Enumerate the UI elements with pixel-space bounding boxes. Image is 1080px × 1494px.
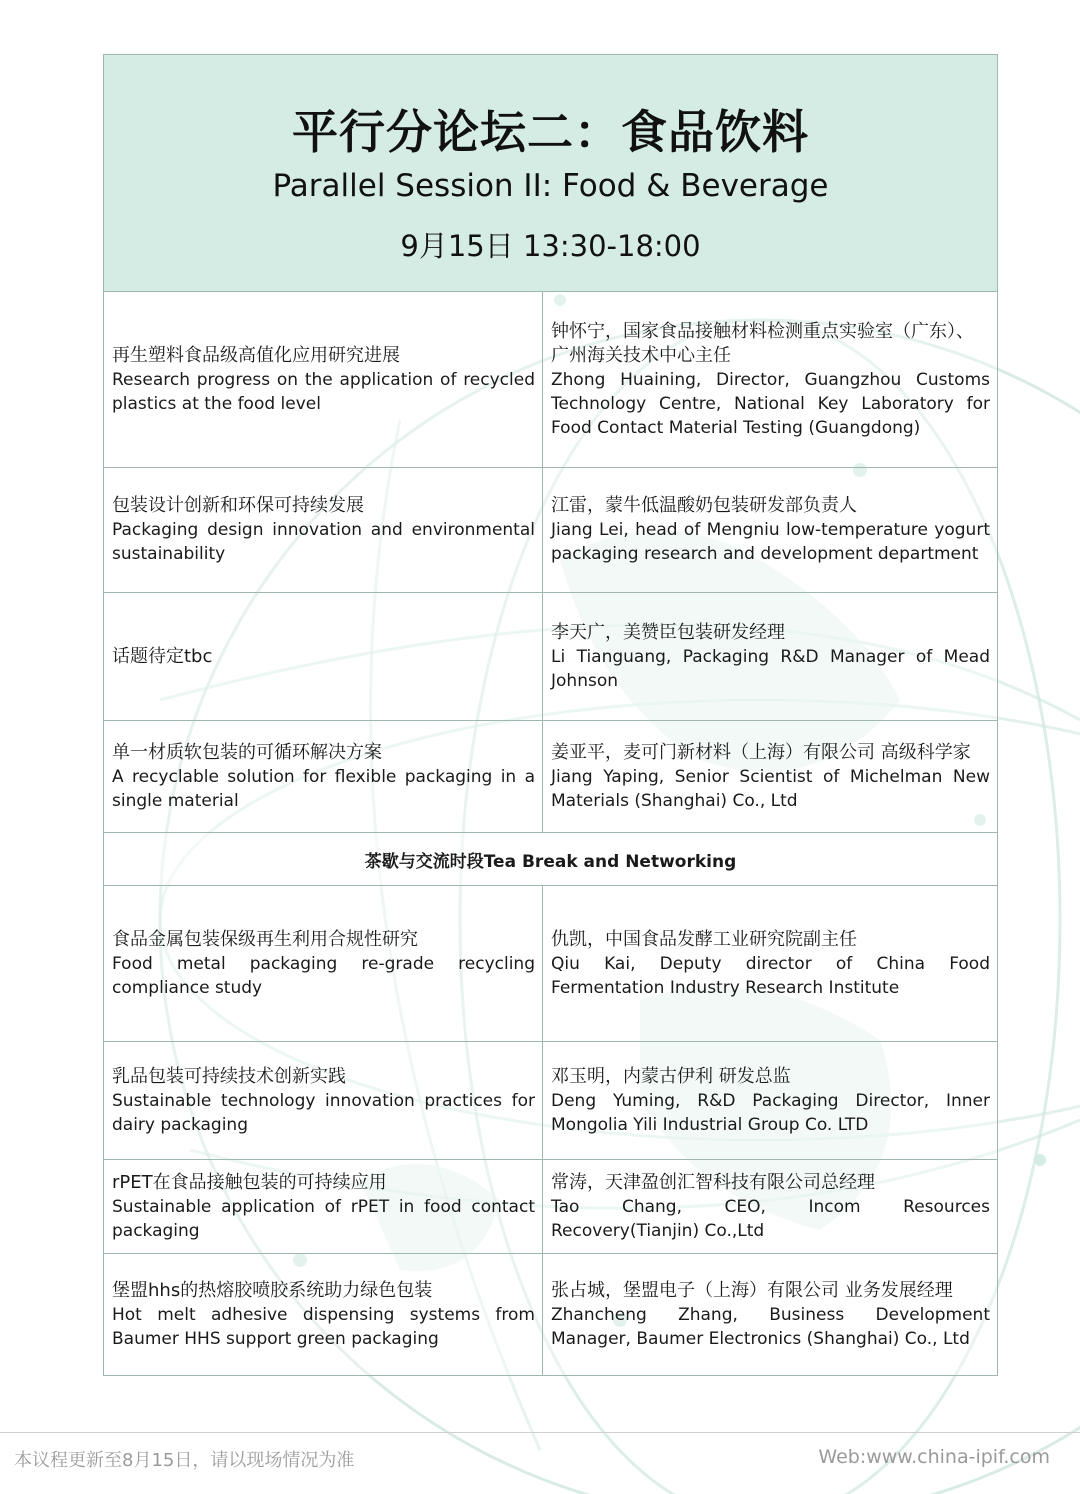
speaker-cell (543, 1042, 998, 1160)
speaker-cell (543, 468, 998, 593)
speaker-en: Tao Chang, CEO, Incom Resources Recovery(Tianjin) Co.,Ltd (551, 1196, 990, 1241)
title-en: Parallel Session II: Food & Beverage (272, 167, 829, 204)
footer-website: Web:www.china-ipif.com (818, 1446, 1050, 1468)
topic-cn: 单一材质软包装的可循环解决方案 (112, 741, 382, 763)
speaker-en: Jiang Yaping, Senior Scientist of Michelman New Materials (Shanghai) Co., Ltd (551, 766, 990, 811)
topic-cn: 堡盟hhs的热熔胶喷胶系统助力绿色包装 (112, 1279, 433, 1301)
speaker-cn: 仇凯，中国食品发酵工业研究院副主任 (551, 928, 857, 950)
speaker-en: Li Tianguang, Packaging R&D Manager of Mead Johnson (551, 646, 990, 691)
topic-en: Food metal packaging re-grade recycling compliance study (112, 953, 535, 998)
speaker-cn: 姜亚平，麦可门新材料（上海）有限公司 高级科学家 (551, 741, 971, 763)
break-row (104, 833, 998, 886)
speaker-en: Qiu Kai, Deputy director of China Food Fermentation Industry Research Institute (551, 953, 990, 998)
topic-cn: 话题待定tbc (112, 645, 213, 667)
topic-cn: rPET在食品接触包装的可持续应用 (112, 1171, 387, 1193)
speaker-cell (543, 593, 998, 721)
speaker-cn: 张占城，堡盟电子（上海）有限公司 业务发展经理 (551, 1279, 953, 1301)
topic-cell (104, 721, 543, 833)
topic-cell (104, 886, 543, 1042)
speaker-cell (543, 886, 998, 1042)
topic-cn: 再生塑料食品级高值化应用研究进展 (112, 344, 400, 366)
title-cn: 平行分论坛二：食品饮料 (292, 104, 809, 159)
topic-cell (104, 1042, 543, 1160)
speaker-cn: 钟怀宁，国家食品接触材料检测重点实验室（广东）、广州海关技术中心主任 (551, 320, 974, 366)
session-row (104, 292, 998, 468)
speaker-cell (543, 1254, 998, 1376)
topic-en: Packaging design innovation and environmental sustainability (112, 520, 535, 564)
topic-cn: 食品金属包装保级再生利用合规性研究 (112, 928, 418, 950)
speaker-cn: 常涛，天津盈创汇智科技有限公司总经理 (551, 1171, 875, 1193)
session-row (104, 886, 998, 1042)
header-cell (104, 55, 998, 292)
tea-break-label: 茶歇与交流时段Tea Break and Networking (104, 833, 998, 886)
topic-cell (104, 292, 543, 468)
topic-cell (104, 468, 543, 593)
footer-divider (0, 1432, 1080, 1433)
topic-cell (104, 1160, 543, 1254)
session-row (104, 1254, 998, 1376)
session-row (104, 468, 998, 593)
agenda-table (103, 54, 998, 1376)
speaker-cn: 江雷，蒙牛低温酸奶包装研发部负责人 (551, 495, 857, 516)
topic-en: Research progress on the application of recycled plastics at the food level (112, 369, 535, 414)
speaker-cn: 李天广，美赞臣包装研发经理 (551, 621, 785, 643)
session-row (104, 721, 998, 833)
topic-cell (104, 593, 543, 721)
footer-update-note: 本议程更新至8月15日，请以现场情况为准 (14, 1450, 355, 1471)
topic-en: Sustainable technology innovation practices for dairy packaging (112, 1090, 535, 1135)
speaker-en: Deng Yuming, R&D Packaging Director, Inner Mongolia Yili Industrial Group Co. LTD (551, 1090, 990, 1135)
speaker-cell (543, 292, 998, 468)
session-row (104, 593, 998, 721)
speaker-cell (543, 1160, 998, 1254)
topic-en: Sustainable application of rPET in food contact packaging (112, 1196, 535, 1241)
topic-cell (104, 1254, 543, 1376)
speaker-cn: 邓玉明，内蒙古伊利 研发总监 (551, 1065, 791, 1087)
speaker-en: Zhancheng Zhang, Business Development Manager, Baumer Electronics (Shanghai) Co., Ltd (551, 1304, 990, 1349)
speaker-cell (543, 721, 998, 833)
header-row (104, 55, 998, 292)
session-datetime: 9月15日 13:30-18:00 (400, 228, 701, 263)
topic-cn: 乳品包装可持续技术创新实践 (112, 1065, 346, 1087)
speaker-en: Zhong Huaining, Director, Guangzhou Customs Technology Centre, National Key Laboratory for Food Contact Material Testing (Guangdong) (551, 369, 990, 438)
session-row (104, 1160, 998, 1254)
topic-cn: 包装设计创新和环保可持续发展 (112, 495, 364, 516)
topic-en: A recyclable solution for flexible packaging in a single material (112, 766, 535, 811)
speaker-en: Jiang Lei, head of Mengniu low-temperature yogurt packaging research and development department (551, 520, 990, 564)
session-row (104, 1042, 998, 1160)
topic-en: Hot melt adhesive dispensing systems from Baumer HHS support green packaging (112, 1304, 535, 1349)
